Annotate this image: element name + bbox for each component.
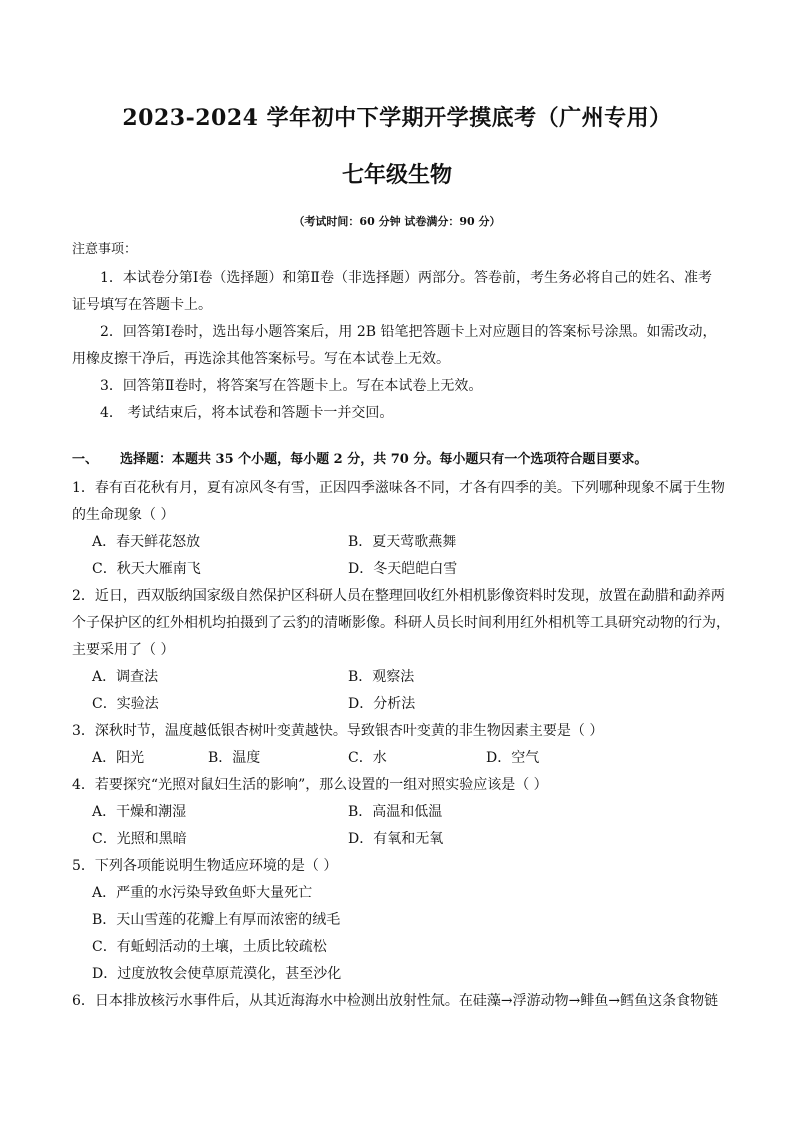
q3-option-a: A．阳光: [92, 750, 145, 766]
question-2-cont-2: 主要采用了（ ）: [72, 642, 175, 658]
q3-option-d: D．空气: [486, 750, 540, 766]
q2-option-a: A．调查法: [92, 669, 159, 685]
note-item-4: 4． 考试结束后，将本试卷和答题卡一并交回。: [100, 405, 394, 421]
q4-option-c: C．光照和黑暗: [92, 831, 187, 847]
question-6: 6．日本排放核污水事件后，从其近海海水中检测出放射性氚。在硅藻→浮游动物→鲱鱼→鳕鱼这条食物链: [72, 993, 719, 1009]
question-1-cont: 的生命现象（ ）: [72, 507, 175, 523]
question-3: 3．深秋时节，温度越低银杏树叶变黄越快。导致银杏叶变黄的非生物因素主要是（ ）: [72, 723, 604, 739]
q4-option-b: B．高温和低温: [348, 804, 443, 820]
question-5: 5．下列各项能说明生物适应环境的是（ ）: [72, 858, 338, 874]
section-heading: [72, 450, 647, 470]
page-title: 2023-2024 学年初中下学期开学摸底考（广州专用）: [122, 105, 672, 131]
q3-option-c: C．水: [348, 750, 387, 766]
question-4: 4．若要探究“光照对鼠妇生活的影响”，那么设置的一组对照实验应该是（ ）: [72, 777, 548, 793]
note-item-2: 2．回答第Ⅰ卷时，选出每小题答案后，用 2B 铅笔把答题卡上对应题目的答案标号涂黑。如需改动，: [100, 324, 717, 340]
q1-option-a: A．春天鲜花怒放: [92, 534, 201, 550]
q1-option-c: C．秋天大雁南飞: [92, 561, 201, 577]
page-subtitle: 七年级生物: [341, 162, 452, 188]
question-1: 1．春有百花秋有月，夏有凉风冬有雪，正因四季滋味各不同，才各有四季的美。下列哪种现象不属于生物: [72, 480, 725, 496]
q5-option-b: B．天山雪莲的花瓣上有厚而浓密的绒毛: [92, 912, 341, 928]
q4-option-d: D．有氧和无氧: [348, 831, 444, 847]
q4-option-a: A．干燥和潮湿: [92, 804, 187, 820]
note-item-2-cont: 用橡皮擦干净后，再选涂其他答案标号。写在本试卷上无效。: [72, 351, 450, 367]
q2-option-d: D．分析法: [348, 696, 416, 712]
question-2-cont-1: 个子保护区的红外相机均拍摄到了云豹的清晰影像。科研人员长时间利用红外相机等工具研究动物的行为，: [72, 615, 730, 631]
q5-option-c: C．有蚯蚓活动的土壤，土质比较疏松: [92, 939, 327, 955]
q1-option-d: D．冬天皑皑白雪: [348, 561, 458, 577]
note-item-3: 3．回答第Ⅱ卷时，将答案写在答题卡上。写在本试卷上无效。: [100, 378, 483, 394]
q2-option-b: B．观察法: [348, 669, 415, 685]
q1-option-b: B．夏天莺歌燕舞: [348, 534, 457, 550]
question-2: 2．近日，西双版纳国家级自然保护区科研人员在整理回收红外相机影像资料时发现，放置在勐腊和勐养两: [72, 588, 725, 604]
q5-option-a: A．严重的水污染导致鱼虾大量死亡: [92, 885, 313, 901]
q3-option-b: B．温度: [208, 750, 261, 766]
notes-heading: 注意事项：: [72, 242, 138, 257]
note-item-1-cont: 证号填写在答题卡上。: [72, 297, 212, 313]
q2-option-c: C．实验法: [92, 696, 159, 712]
section-number: 一、: [72, 452, 99, 467]
q5-option-d: D．过度放牧会使草原荒漠化，甚至沙化: [92, 966, 342, 982]
exam-info: （考试时间：60 分钟 试卷满分：90 分）: [293, 215, 501, 228]
note-item-1: 1．本试卷分第Ⅰ卷（选择题）和第Ⅱ卷（非选择题）两部分。答卷前，考生务必将自己的姓名、准考: [100, 270, 712, 286]
section-text: 选择题：本题共 35 个小题，每小题 2 分，共 70 分。每小题只有一个选项符合题目要求。: [120, 452, 648, 467]
